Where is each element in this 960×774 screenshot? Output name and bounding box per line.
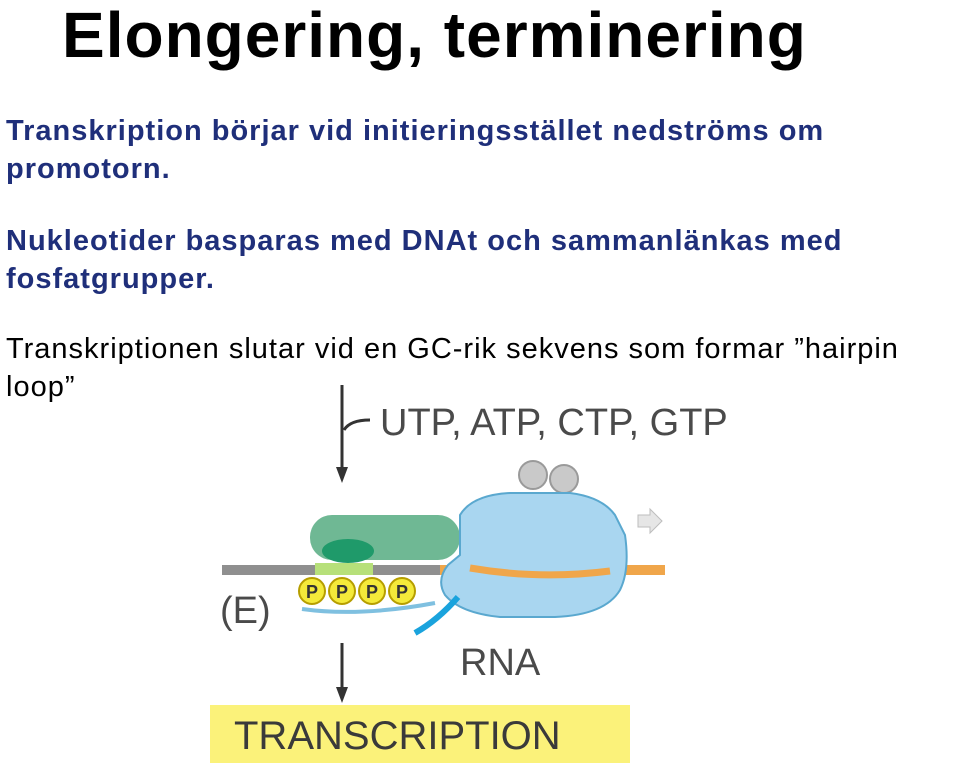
paragraph-termination: Transkriptionen slutar vid en GC-rik sekvens som formar ”hairpin loop” xyxy=(6,333,899,403)
direction-arrow xyxy=(638,509,662,533)
rna-polymerase xyxy=(441,493,627,617)
rna-label: RNA xyxy=(460,642,541,684)
nucleotide-hook xyxy=(344,420,370,430)
paragraph-elongation: Nukleotider basparas med DNAt och sammanlänkas med fosfatgrupper. xyxy=(6,225,843,295)
phosphate-label: P xyxy=(306,582,319,602)
panel-label: (E) xyxy=(220,590,271,632)
slide-title: Elongering, terminering xyxy=(62,0,807,71)
subunit-circle-1 xyxy=(519,461,547,489)
factor-contact xyxy=(315,563,373,575)
subunit-circle-2 xyxy=(550,465,578,493)
factor-core xyxy=(322,539,374,563)
transcription-diagram xyxy=(210,375,900,770)
stage-label: TRANSCRIPTION xyxy=(234,714,561,758)
rna-strand xyxy=(415,597,458,633)
phosphate-group xyxy=(299,578,415,604)
phosphate-label: P xyxy=(366,582,379,602)
phosphate-label: P xyxy=(396,582,409,602)
phosphate-label: P xyxy=(336,582,349,602)
nucleotide-arrowhead xyxy=(336,467,348,483)
transcription-arrowhead xyxy=(336,687,348,703)
paragraph-initiation: Transkription börjar vid initieringsstället nedströms om promotorn. xyxy=(6,115,825,185)
nucleotides-label: UTP, ATP, CTP, GTP xyxy=(380,402,728,444)
